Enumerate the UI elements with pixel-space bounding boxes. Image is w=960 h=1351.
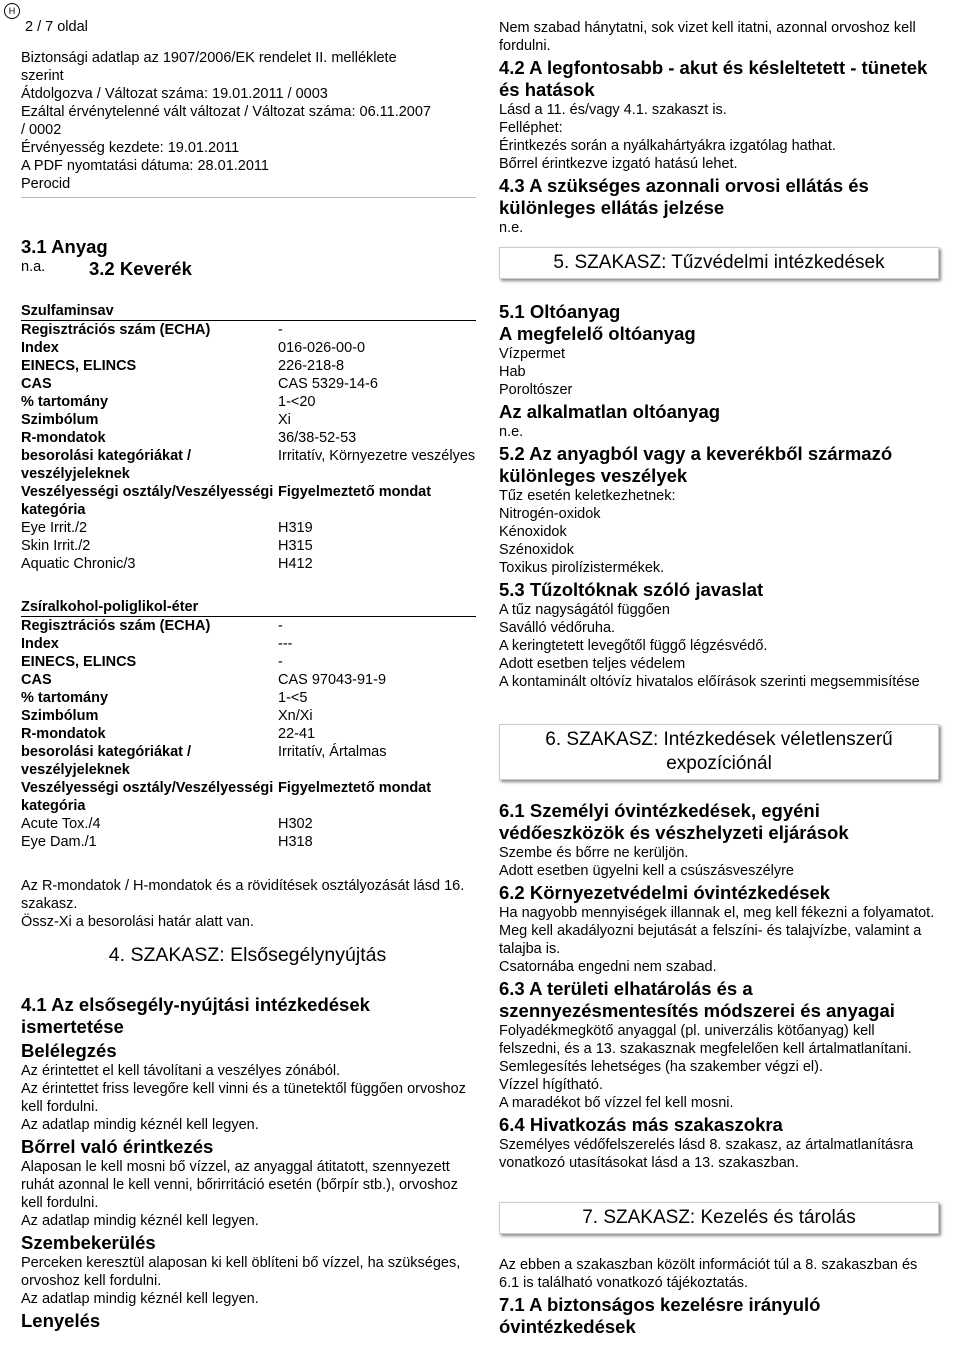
note-line: Össz-Xi a besorolási határ alatt van. xyxy=(21,914,254,930)
symptoms-line: Lásd a 11. és/vagy 4.1. szakaszt is. xyxy=(499,102,727,118)
section-6-1-line: Adott esetben ügyelni kell a csúszásveszélyre xyxy=(499,863,794,879)
symptoms-line: Felléphet: xyxy=(499,120,563,136)
section-7-banner: 7. SZAKASZ: Kezelés és tárolás xyxy=(499,1202,939,1234)
notes xyxy=(21,877,476,931)
note-line: Az R-mondatok / H-mondatok és a rövidítések osztályozását lásd 16. szakasz. xyxy=(21,878,465,912)
hazard-statement: H302 xyxy=(278,816,313,832)
firefighter-line: A kontaminált oltóvíz hivatalos előírások szerinti megsemmisítése xyxy=(499,674,920,690)
substance-2 xyxy=(21,598,476,851)
unsuitable-media-value: n.e. xyxy=(499,424,524,440)
hazard-line: Szénoxidok xyxy=(499,542,574,558)
header-line: Átdolgozva / Változat száma: 19.01.2011 / 0003 xyxy=(21,86,328,102)
symptoms-line: Érintkezés során a nyálkahártyákra izgatólag hathat. xyxy=(499,138,836,154)
firefighter-line: Adott esetben teljes védelem xyxy=(499,656,686,672)
hazard-class: Eye Irrit./2 xyxy=(21,520,88,536)
table-row xyxy=(21,689,476,707)
table-row xyxy=(21,653,476,671)
substance-1 xyxy=(21,302,476,573)
substance-1-table xyxy=(21,321,476,573)
row-value: - xyxy=(278,322,283,338)
table-row xyxy=(21,537,476,555)
substance-2-table xyxy=(21,617,476,851)
symptoms-line: Bőrrel érintkezve izgató hatású lehet. xyxy=(499,156,738,172)
row-value: Xi xyxy=(278,412,291,428)
section-5-2-title: 5.2 Az anyagból vagy a keverékből származó különleges veszélyek xyxy=(499,443,893,486)
row-value: 1-<20 xyxy=(278,394,316,410)
table-row xyxy=(21,779,476,815)
unsuitable-media-title: Az alkalmatlan oltóanyag xyxy=(499,401,721,422)
header-line: szerint xyxy=(21,68,64,84)
table-row xyxy=(21,635,476,653)
row-value: Irritatív, Környezetre veszélyes xyxy=(278,448,476,464)
row-key: % tartomány xyxy=(21,394,109,410)
hazard-class: Acute Tox./4 xyxy=(21,816,101,832)
table-row xyxy=(21,483,476,519)
substance-name: Szulfaminsav xyxy=(21,302,476,321)
row-key: EINECS, ELINCS xyxy=(21,358,137,374)
section-6-1-title: 6.1 Személyi óvintézkedések, egyéni védőeszközök és vészhelyzeti eljárások xyxy=(499,800,849,843)
table-row xyxy=(21,671,476,689)
section-4-1-title: 4.1 Az elsősegély-nyújtási intézkedések ismertetése xyxy=(21,994,370,1037)
section-5-banner: 5. SZAKASZ: Tűzvédelmi intézkedések xyxy=(499,247,939,279)
row-value: CAS 5329-14-6 xyxy=(278,376,378,392)
section-4-3-value: n.e. xyxy=(499,220,524,236)
table-row xyxy=(21,411,476,429)
table-row xyxy=(21,357,476,375)
section-3-1-value: n.a. xyxy=(21,259,46,275)
header-line: Érvényesség kezdete: 19.01.2011 xyxy=(21,140,240,156)
eye-contact-line: Perceken keresztül alaposan ki kell öblíteni bő vízzel, ha szükséges, orvoshoz kell fordulni. xyxy=(21,1255,461,1289)
row-value: Figyelmeztető mondat xyxy=(278,484,432,500)
row-key: Regisztrációs szám (ECHA) xyxy=(21,322,211,338)
section-4-3-title: 4.3 A szükséges azonnali orvosi ellátás és különleges ellátás jelzése xyxy=(499,175,869,218)
section-3-1-title: 3.1 Anyag xyxy=(21,236,108,257)
eye-contact-line: Az adatlap mindig kéznél kell legyen. xyxy=(21,1291,259,1307)
table-row xyxy=(21,815,476,833)
header-line: Ezáltal érvénytelenné vált változat / Változat száma: 06.11.2007 xyxy=(21,104,432,120)
row-key: Szimbólum xyxy=(21,708,99,724)
row-key: besorolási kategóriákat / veszélyjeleknek xyxy=(21,448,192,482)
header-divider xyxy=(21,197,476,198)
eye-contact-title: Szembekerülés xyxy=(21,1232,156,1253)
header-line: Biztonsági adatlap az 1907/2006/EK rendelet II. melléklete xyxy=(21,50,397,66)
table-row xyxy=(21,519,476,537)
hazard-line: Toxikus pirolízistermékek. xyxy=(499,560,665,576)
row-key: Veszélyességi osztály/Veszélyességi kategória xyxy=(21,484,274,518)
inhalation-line: Az adatlap mindig kéznél kell legyen. xyxy=(21,1117,259,1133)
hazard-class: Aquatic Chronic/3 xyxy=(21,556,136,572)
skin-contact-title: Bőrrel való érintkezés xyxy=(21,1136,214,1157)
skin-contact-line: Az adatlap mindig kéznél kell legyen. xyxy=(21,1213,259,1229)
substance-name: Zsíralkohol-poliglikol-éter xyxy=(21,598,476,617)
hazard-statement: H412 xyxy=(278,556,313,572)
inhalation-line: Az érintettet friss levegőre kell vinni és a tünetektől függően orvoshoz kell fordulni. xyxy=(21,1081,466,1115)
section-6-4-title: 6.4 Hivatkozás más szakaszokra xyxy=(499,1114,783,1135)
section-3-2-title: 3.2 Keverék xyxy=(89,258,192,279)
section-6-3-title: 6.3 A területi elhatárolás és a szennyezésmentesítés módszerei és anyagai xyxy=(499,978,895,1021)
section-6-2-title: 6.2 Környezetvédelmi óvintézkedések xyxy=(499,882,831,903)
section-6-2-line: Meg kell akadályozni bejutását a felszíni- és talajvízbe, valamint a talajba is. xyxy=(499,923,922,957)
row-value: - xyxy=(278,654,283,670)
section-6-3-line: A maradékot bő vízzel fel kell mosni. xyxy=(499,1095,734,1111)
row-value: 36/38-52-53 xyxy=(278,430,357,446)
row-value: Figyelmeztető mondat xyxy=(278,780,432,796)
document-header xyxy=(21,49,476,198)
row-key: CAS xyxy=(21,376,52,392)
header-line: / 0002 xyxy=(21,122,62,138)
skin-contact-line: Alaposan le kell mosni bő vízzel, az anyaggal átitatott, szennyezett ruhát azonnal le kell venni, bőrirritáció esetén (bőrpír stb.), orvoshoz kell fordulni. xyxy=(21,1159,458,1211)
product-name: Perocid xyxy=(21,176,71,192)
ingestion-title: Lenyelés xyxy=(21,1310,101,1331)
section-4-banner: 4. SZAKASZ: Elsősegélynyújtás xyxy=(108,944,387,966)
row-key: EINECS, ELINCS xyxy=(21,654,137,670)
section-7-1-title: 7.1 A biztonságos kezelésre irányuló óvintézkedések xyxy=(499,1294,821,1337)
row-value: --- xyxy=(278,636,293,652)
row-key: % tartomány xyxy=(21,690,109,706)
firefighter-line: A keringtetett levegőtől függő légzésvédő. xyxy=(499,638,768,654)
row-value: Irritatív, Ártalmas xyxy=(278,744,387,760)
hazard-statement: H319 xyxy=(278,520,313,536)
table-row xyxy=(21,617,476,635)
row-value: - xyxy=(278,618,283,634)
firefighter-line: Saválló védőruha. xyxy=(499,620,616,636)
row-key: R-mondatok xyxy=(21,726,106,742)
table-row xyxy=(21,447,476,483)
ingestion-line: Nem szabad hánytatni, sok vizet kell itatni, azonnal orvoshoz kell fordulni. xyxy=(499,20,916,54)
row-key: besorolási kategóriákat / veszélyjeleknek xyxy=(21,744,192,778)
section-5-3-title: 5.3 Tűzoltóknak szóló javaslat xyxy=(499,579,764,600)
section-5-1-title: 5.1 Oltóanyag xyxy=(499,301,621,322)
row-key: Index xyxy=(21,340,59,356)
section-6-4-line: Személyes védőfelszerelés lásd 8. szakasz, az ártalmatlanításra vonatkozó utasításokat lásd a 13. szakaszban. xyxy=(499,1137,914,1171)
suitable-media-item: Poroltószer xyxy=(499,382,573,398)
row-key: R-mondatok xyxy=(21,430,106,446)
row-value: Xn/Xi xyxy=(278,708,313,724)
table-row xyxy=(21,429,476,447)
row-value: 1-<5 xyxy=(278,690,308,706)
table-row xyxy=(21,743,476,779)
row-value: 226-218-8 xyxy=(278,358,345,374)
suitable-media-title: A megfelelő oltóanyag xyxy=(499,323,696,344)
hazard-class: Eye Dam./1 xyxy=(21,834,97,850)
hazard-class: Skin Irrit./2 xyxy=(21,538,91,554)
section-6-3-line: Folyadékmegkötő anyaggal (pl. univerzális kötőanyag) kell felszedni, és a 13. szakasznak megfelelően kell ártalmatlanítani. xyxy=(499,1023,912,1057)
hazard-statement: H318 xyxy=(278,834,313,850)
table-row xyxy=(21,833,476,851)
table-row xyxy=(21,321,476,339)
section-6-3-line: Semlegesítés lehetséges (ha szakember végzi el). xyxy=(499,1059,823,1075)
table-row xyxy=(21,375,476,393)
table-row xyxy=(21,393,476,411)
section-6-banner: 6. SZAKASZ: Intézkedések véletlenszerű expozíciónál xyxy=(499,724,939,780)
row-key: CAS xyxy=(21,672,52,688)
section-4-2-title: 4.2 A legfontosabb - akut és késleltetett - tünetek és hatások xyxy=(499,57,928,100)
table-row xyxy=(21,725,476,743)
row-key: Regisztrációs szám (ECHA) xyxy=(21,618,211,634)
row-value: 22-41 xyxy=(278,726,316,742)
table-row xyxy=(21,339,476,357)
hazard-line: Tűz esetén keletkezhetnek: xyxy=(499,488,676,504)
row-key: Index xyxy=(21,636,59,652)
page-number: 2 / 7 oldal xyxy=(25,19,88,35)
row-value: 016-026-00-0 xyxy=(278,340,366,356)
row-value: CAS 97043-91-9 xyxy=(278,672,387,688)
hazard-statement: H315 xyxy=(278,538,313,554)
section-6-1-line: Szembe és bőrre ne kerüljön. xyxy=(499,845,689,861)
suitable-media-item: Hab xyxy=(499,364,526,380)
inhalation-line: Az érintettet el kell távolítani a veszélyes zónából. xyxy=(21,1063,341,1079)
hazard-line: Kénoxidok xyxy=(499,524,567,540)
suitable-media-item: Vízpermet xyxy=(499,346,566,362)
section-6-2-line: Csatornába engedni nem szabad. xyxy=(499,959,717,975)
section-6-2-line: Ha nagyobb mennyiségek illannak el, meg kell fékezni a folyamatot. xyxy=(499,905,935,921)
inhalation-title: Belélegzés xyxy=(21,1040,117,1061)
hazard-line: Nitrogén-oxidok xyxy=(499,506,601,522)
table-row xyxy=(21,555,476,573)
firefighter-line: A tűz nagyságától függően xyxy=(499,602,670,618)
header-line: A PDF nyomtatási dátuma: 28.01.2011 xyxy=(21,158,269,174)
row-key: Szimbólum xyxy=(21,412,99,428)
row-key: Veszélyességi osztály/Veszélyességi kategória xyxy=(21,780,274,814)
table-row xyxy=(21,707,476,725)
h-logo-icon: H xyxy=(4,3,20,19)
section-7-intro: Az ebben a szakaszban közölt információt túl a 8. szakaszban és 6.1 is található vonatkozó tájékoztatás. xyxy=(499,1257,918,1291)
section-6-3-line: Vízzel hígítható. xyxy=(499,1077,603,1093)
